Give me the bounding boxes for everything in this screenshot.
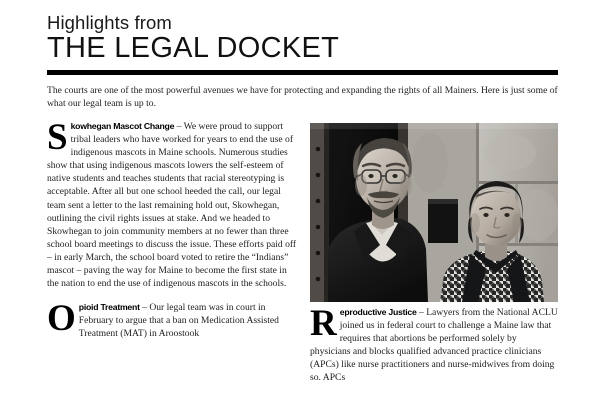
article-skowhegan-mascot-change bbox=[47, 120, 298, 290]
article-reproductive-justice bbox=[310, 303, 559, 385]
drop-cap: S bbox=[47, 120, 68, 158]
masthead-kicker: Highlights from bbox=[47, 12, 172, 33]
intro-paragraph: The courts are one of the most powerful avenues we have for protecting and expanding the rights of all Mainers. Here is just some of what our legal team is up to. bbox=[47, 85, 558, 110]
drop-cap: O bbox=[47, 298, 76, 340]
article-lead-in: kowhegan Mascot Change bbox=[70, 121, 175, 131]
article-lead-in: pioid Treatment bbox=[78, 302, 140, 313]
photo-spacer bbox=[310, 120, 559, 306]
article-body: We were proud to support tribal leaders who have worked for years to end the use of indigenous mascots in Maine schools. Numerous studies show that using indigenous mascots lowers the self-esteem of native students and teaches students that racial stereotyping is acceptable. After all but one school heeded the call, our legal team sent a letter to the last remaining hold out, Skowhegan, outlining the civil rights issues at stake. And we headed to Skowhegan to join community members at no fewer than three school board meetings to discuss the issue. These efforts paid off – in early March, the school board voted to retire the “Indians” mascot – paving the way for Maine to become the first state in the nation to end the use of indigenous mascots in the schools. bbox=[47, 121, 297, 290]
right-column bbox=[310, 120, 559, 400]
header-divider bbox=[47, 70, 558, 75]
article-separator: – bbox=[139, 302, 150, 314]
article-body: Lawyers from the National ACLU joined us in federal court to challenge a Maine law that requires that abortions be performed solely by physicians and blocks qualified advanced practice clinicians (APCs) like nurse practitioners and nurse-midwives from doing so. APCs bbox=[310, 307, 558, 384]
article-lead-in: eproductive Justice bbox=[339, 307, 417, 317]
article-separator: – bbox=[416, 307, 427, 318]
left-column bbox=[47, 120, 298, 400]
article-opioid-treatment bbox=[47, 298, 298, 340]
article-separator: – bbox=[174, 121, 184, 132]
article-body: Our legal team was in court in February to argue that a ban on Medication Assisted Treatment (MAT) in Aroostook bbox=[78, 302, 279, 340]
masthead bbox=[47, 12, 558, 65]
page-title: THE LEGAL DOCKET bbox=[47, 32, 340, 64]
drop-cap: R bbox=[310, 303, 337, 344]
